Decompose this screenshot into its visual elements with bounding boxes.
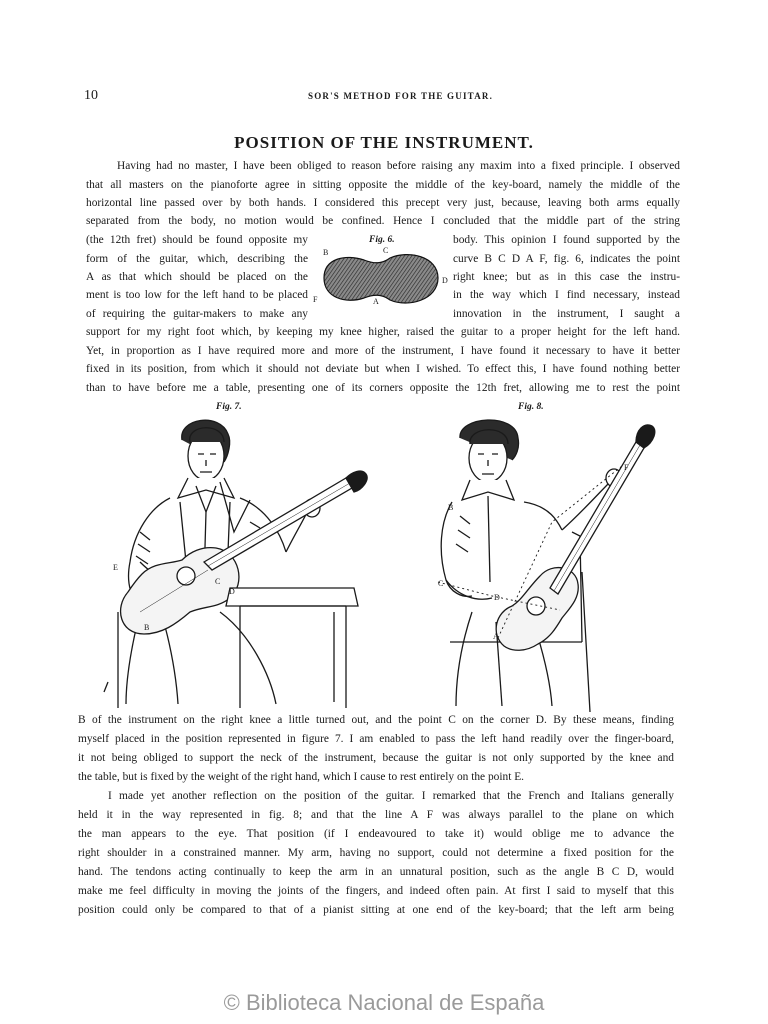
fig8-letter-d: D <box>494 593 500 602</box>
text-line: horizontal line passed over by both hands. I considered this precept very just, because, leaving both arms equally <box>86 197 680 209</box>
footer-watermark: © Biblioteca Nacional de España <box>223 990 545 1015</box>
text-line: position could only be compared to that of a pianist sitting at one end of the key-board; that the left arm being <box>78 904 674 916</box>
text-line: curve B C D A F, fig. 6, indicates the point <box>453 253 680 265</box>
fig8-letter-f: F <box>624 463 629 472</box>
guitar-body-diagram <box>318 248 444 310</box>
text-line: myself placed in the position represented in figure 7. I am enabled to pass the left hand readily over the finger-board, <box>78 733 674 745</box>
fig6-letter-a: A <box>373 297 379 306</box>
standing-guitarist-illustration <box>432 412 658 712</box>
section-title: POSITION OF THE INSTRUMENT. <box>234 133 534 152</box>
figure-8-label: Fig. 8. <box>518 402 544 412</box>
page-number: 10 <box>84 88 98 103</box>
text-line: in the way which I find necessary, instead <box>453 289 680 301</box>
figure-6-label: Fig. 6. <box>369 235 395 245</box>
text-line: make me feel difficulty in moving the joints of the fingers, and indeed often pain. At first I said to myself that this <box>78 885 674 897</box>
text-line: A as that which should be placed on the <box>86 271 308 283</box>
text-line: right shoulder in a constrained manner. My arm, having no support, could not determine a fixed position for the <box>78 847 674 859</box>
seated-guitarist-with-table-illustration <box>100 412 370 712</box>
fig6-letter-c: C <box>383 246 389 255</box>
text-line: Yet, in proportion as I have required more and more of the instrument, I have found it necessary to have it better <box>86 345 680 357</box>
fig6-letter-d: D <box>442 276 448 285</box>
text-line: hand. The tendons acting continually to keep the arm in an unnatural position, such as the angle B C D, would <box>78 866 674 878</box>
text-line: fixed in its position, from which it should not deviate but when I wished. To effect this, I have found nothing better <box>86 363 680 375</box>
fig8-letter-c: C <box>438 579 444 588</box>
text-line: than to have before me a table, presenting one of its corners opposite the 12th fret, allowing me to rest the point <box>86 382 680 394</box>
running-head: SOR'S METHOD FOR THE GUITAR. <box>308 91 494 101</box>
fig8-letter-a: A <box>493 632 499 641</box>
text-line: that all masters on the pianoforte agree in sitting opposite the middle of the key-board, namely the middle of the <box>86 179 680 191</box>
text-line: Having had no master, I have been obliged to reason before raising any maxim into a fixed principle. I observed <box>117 160 680 172</box>
text-line: B of the instrument on the right knee a little turned out, and the point C on the corner D. By these means, finding <box>78 714 674 726</box>
text-line: right knee; but as in this case the instru- <box>453 271 680 283</box>
text-line: the man appears to the eye. That position (if I endeavoured to take it) would oblige me to advance the <box>78 828 674 840</box>
fig8-letter-b: B <box>448 503 454 512</box>
figure-7-label: Fig. 7. <box>216 402 242 412</box>
text-line: ment is too low for the left hand to be placed <box>86 289 308 301</box>
text-line: body. This opinion I found supported by the <box>453 234 680 246</box>
text-line: (the 12th fret) should be found opposite my <box>86 234 308 246</box>
text-line: it not being obliged to support the neck of the instrument, because the guitar is not only supported by the knee and <box>78 752 674 764</box>
fig6-letter-f: F <box>313 295 318 304</box>
fig6-letter-b: B <box>323 248 329 257</box>
text-line: innovation in the instrument, I saught a <box>453 308 680 320</box>
text-line: the table, but is fixed by the weight of the right hand, which I cause to rest entirely on the point E. <box>78 771 525 783</box>
text-line: of requiring the guitar-makers to make any <box>86 308 308 320</box>
fig7-letter-c: C <box>215 577 221 586</box>
text-line: form of the guitar, which, describing the <box>86 253 308 265</box>
fig7-letter-b: B <box>144 623 150 632</box>
text-line: separated from the body, no motion would be confined. Hence I concluded that the middle part of the string <box>86 215 680 227</box>
text-line: support for my right foot which, by keeping my knee higher, raised the guitar to a proper height for the left hand. <box>86 326 680 338</box>
fig7-letter-d: D <box>229 587 235 596</box>
text-line: held it in the way represented in fig. 8; and that the line A F was always parallel to the plane on which <box>78 809 674 821</box>
text-line: I made yet another reflection on the position of the guitar. I remarked that the French and Italians generally <box>108 790 674 802</box>
fig7-letter-e: E <box>113 563 118 572</box>
